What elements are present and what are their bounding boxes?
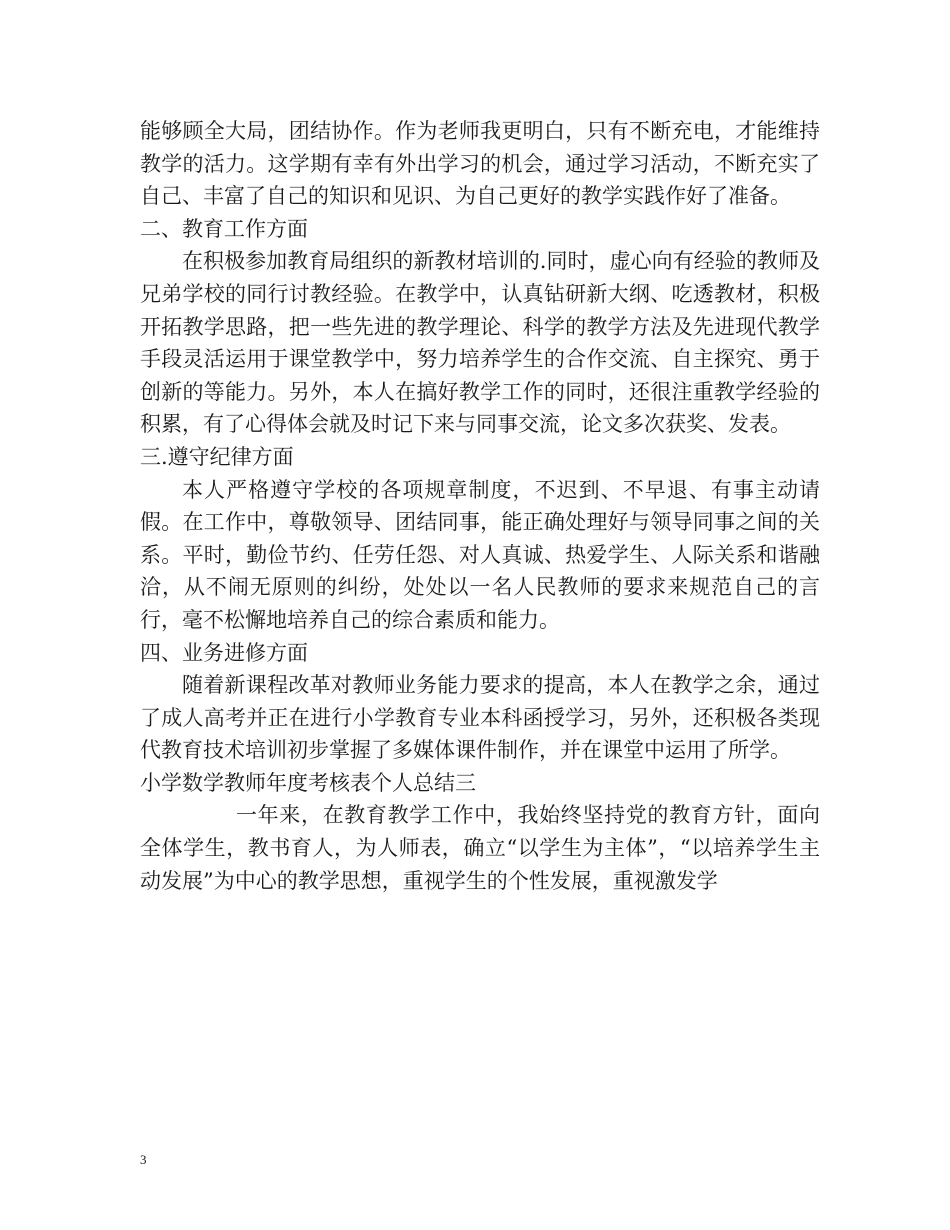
paragraph-education-work: 在积极参加教育局组织的新教材培训的.同时，虚心向有经验的教师及兄弟学校的同行讨教经验。在教学中，认真钻研新大纲、吃透教材，积极开拓教学思路，把一些先进的教学理论、科学的教学方法及先进现代教学手段灵活运用于课堂教学中，努力培养学生的合作交流、自主探究、勇于创新的等能力。另外，本人在搞好教学工作的同时，还很注重教学经验的积累，有了心得体会就及时记下来与同事交流，论文多次获奖、发表。 — [140, 249, 820, 437]
page-number: 3 — [140, 1152, 147, 1167]
section-heading-discipline: 三.遵守纪律方面 — [140, 444, 294, 469]
paragraph-summary-intro: 一年来，在教育教学工作中，我始终坚持党的教育方针，面向全体学生，教书育人，为人师表，确立“以学生为主体”，“以培养学生主动发展”为中心的教学思想，重视学生的个性发展，重视激发学 — [140, 803, 820, 893]
summary-title: 小学数学教师年度考核表个人总结三 — [140, 770, 476, 795]
document-body — [140, 115, 820, 897]
section-heading-professional-study: 四、业务进修方面 — [140, 640, 308, 665]
paragraph-continuation: 能够顾全大局，团结协作。作为老师我更明白，只有不断充电，才能维持教学的活力。这学期有幸有外出学习的机会，通过学习活动，不断充实了自己、丰富了自己的知识和见识、为自己更好的教学实践作好了准备。 — [140, 119, 820, 209]
paragraph-discipline: 本人严格遵守学校的各项规章制度，不迟到、不早退、有事主动请假。在工作中，尊敬领导、团结同事，能正确处理好与领导同事之间的关系。平时，勤俭节约、任劳任怨、对人真诚、热爱学生、人际关系和谐融洽，从不闹无原则的纠纷，处处以一名人民教师的要求来规范自己的言行，毫不松懈地培养自己的综合素质和能力。 — [140, 477, 820, 632]
paragraph-professional-study: 随着新课程改革对教师业务能力要求的提高，本人在教学之余，通过了成人高考并正在进行小学教育专业本科函授学习，另外，还积极各类现代教育技术培训初步掌握了多媒体课件制作，并在课堂中运用了所学。 — [140, 673, 820, 763]
section-heading-education-work: 二、教育工作方面 — [140, 216, 308, 241]
